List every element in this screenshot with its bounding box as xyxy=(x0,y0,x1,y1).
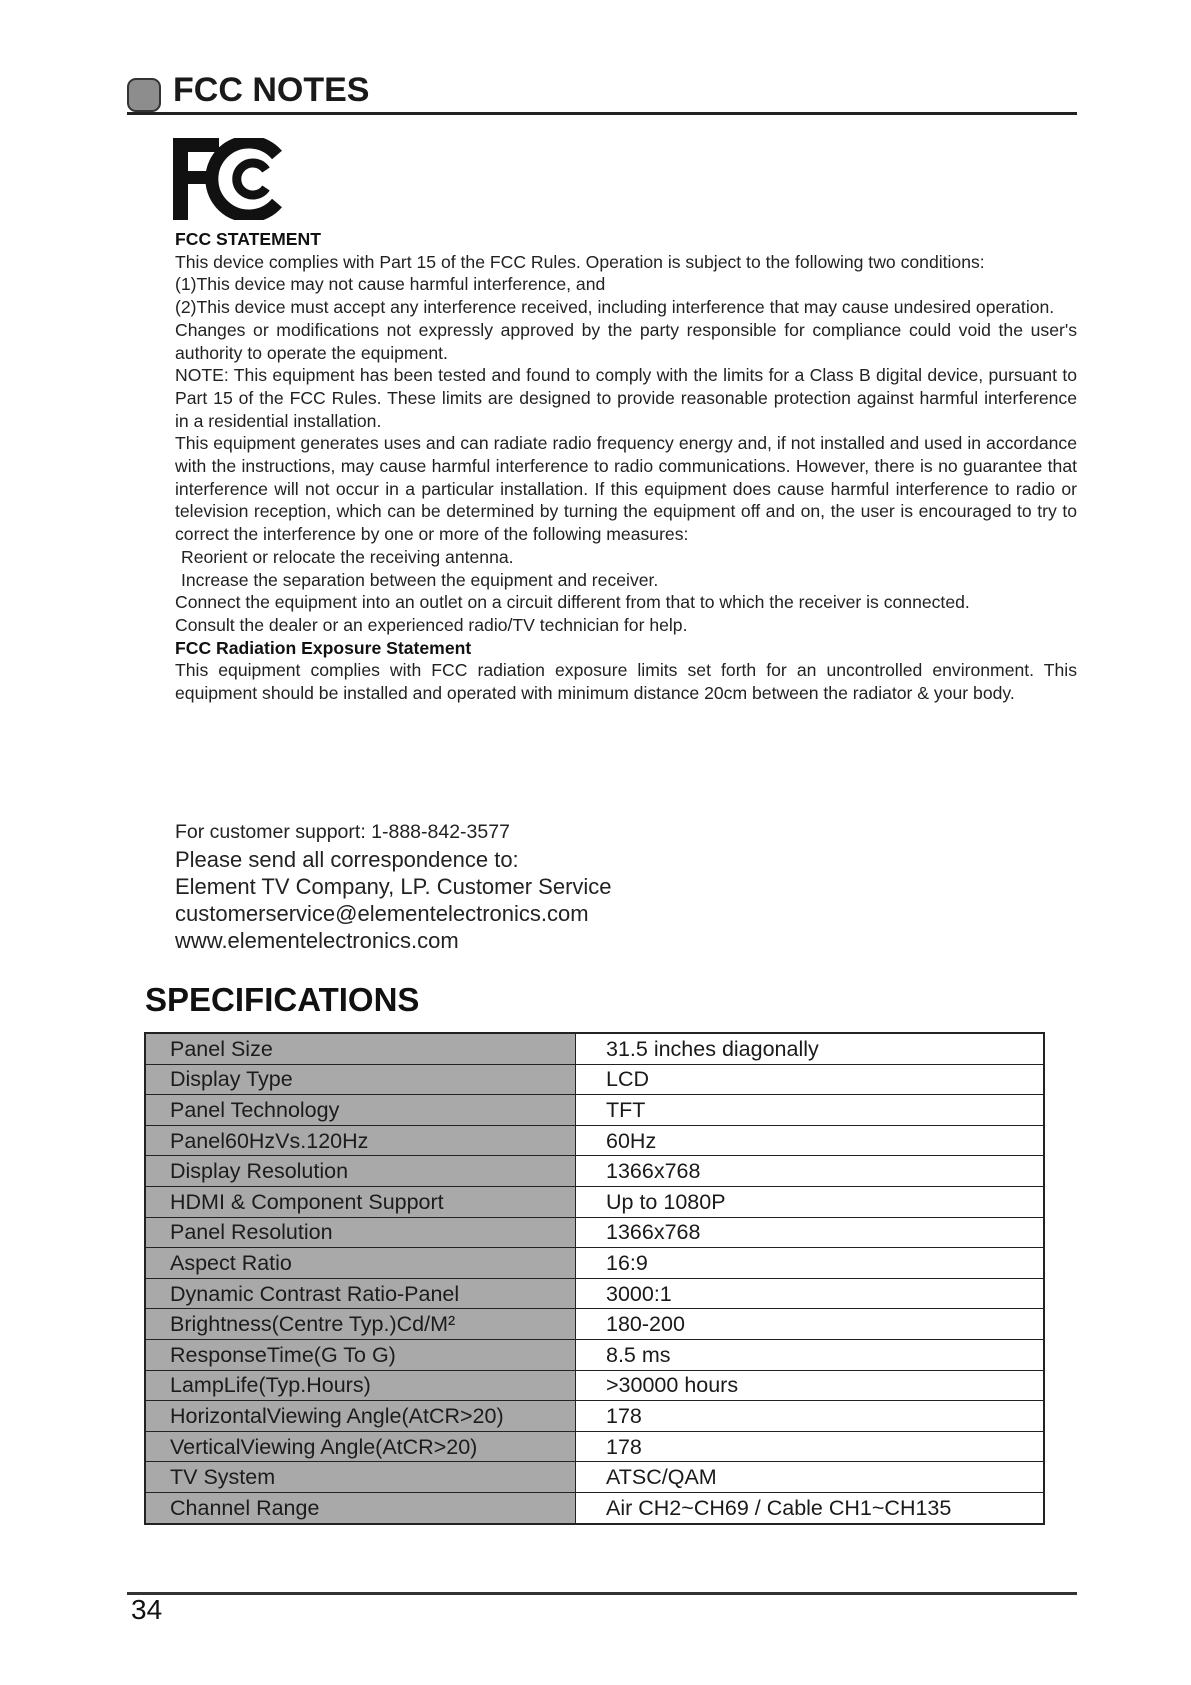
table-row xyxy=(145,1248,1044,1279)
fcc-logo-icon xyxy=(173,138,288,220)
spec-label: Display Type xyxy=(145,1064,576,1095)
fcc-paragraph: This device complies with Part 15 of the FCC Rules. Operation is subject to the following two conditions: xyxy=(175,251,985,272)
spec-value: 60Hz xyxy=(576,1125,1045,1156)
fcc-statement-body xyxy=(175,228,1077,705)
correspondence-note: Please send all correspondence to: xyxy=(175,847,519,872)
table-row xyxy=(145,1462,1044,1493)
spec-value: 16:9 xyxy=(576,1248,1045,1279)
spec-value: Up to 1080P xyxy=(576,1186,1045,1217)
table-row xyxy=(145,1186,1044,1217)
table-row xyxy=(145,1217,1044,1248)
spec-value: 180-200 xyxy=(576,1309,1045,1340)
spec-value: LCD xyxy=(576,1064,1045,1095)
spec-label: LampLife(Typ.Hours) xyxy=(145,1370,576,1401)
spec-value: 31.5 inches diagonally xyxy=(576,1033,1045,1064)
spec-value: ATSC/QAM xyxy=(576,1462,1045,1493)
support-phone: For customer support: 1-888-842-3577 xyxy=(175,821,510,843)
spec-label: Panel60HzVs.120Hz xyxy=(145,1125,576,1156)
fcc-title: FCC NOTES xyxy=(173,71,370,109)
customer-contact xyxy=(175,819,875,954)
table-row xyxy=(145,1309,1044,1340)
spec-value: 178 xyxy=(576,1401,1045,1432)
fcc-radiation-heading: FCC Radiation Exposure Statement xyxy=(175,637,472,658)
spec-value: Air CH2~CH69 / Cable CH1~CH135 xyxy=(576,1492,1045,1523)
table-row xyxy=(145,1156,1044,1187)
fcc-paragraph: Changes or modifications not expressly approved by the party responsible for compliance could void the user's authority to operate the equipment. xyxy=(175,319,1077,363)
table-row xyxy=(145,1095,1044,1126)
fcc-measure: Increase the separation between the equipment and receiver. xyxy=(181,569,659,590)
website: www.elementelectronics.com xyxy=(175,928,459,953)
fcc-paragraph: NOTE: This equipment has been tested and found to comply with the limits for a Class B digital device, pursuant to Part 15 of the FCC Rules. These limits are designed to provide reasonable protection against harmful interference in a residential installation. xyxy=(175,365,1077,431)
spec-label: ResponseTime(G To G) xyxy=(145,1339,576,1370)
footer-divider xyxy=(127,1592,1077,1595)
spec-label: TV System xyxy=(145,1462,576,1493)
fcc-statement-heading: FCC STATEMENT xyxy=(175,229,321,249)
spec-label: HorizontalViewing Angle(AtCR>20) xyxy=(145,1401,576,1432)
spec-label: Channel Range xyxy=(145,1492,576,1523)
fcc-measure: Consult the dealer or an experienced radio/TV technician for help. xyxy=(175,614,688,635)
table-row xyxy=(145,1492,1044,1523)
table-row xyxy=(145,1401,1044,1432)
fcc-section-header xyxy=(127,70,1077,115)
spec-label: Display Resolution xyxy=(145,1156,576,1187)
spec-label: VerticalViewing Angle(AtCR>20) xyxy=(145,1431,576,1462)
fcc-measure: Connect the equipment into an outlet on a circuit different from that to which the receiver is connected. xyxy=(175,592,970,613)
spec-label: Panel Size xyxy=(145,1033,576,1064)
spec-label: Panel Technology xyxy=(145,1095,576,1126)
table-row xyxy=(145,1370,1044,1401)
specifications-title: SPECIFICATIONS xyxy=(145,981,420,1018)
spec-value: 8.5 ms xyxy=(576,1339,1045,1370)
company-name: Element TV Company, LP. Customer Service xyxy=(175,874,612,899)
spec-label: Dynamic Contrast Ratio-Panel xyxy=(145,1278,576,1309)
table-row xyxy=(145,1033,1044,1064)
page-number: 34 xyxy=(131,1594,163,1625)
table-row xyxy=(145,1278,1044,1309)
spec-value: 178 xyxy=(576,1431,1045,1462)
spec-label: Panel Resolution xyxy=(145,1217,576,1248)
spec-value: 3000:1 xyxy=(576,1278,1045,1309)
spec-label: HDMI & Component Support xyxy=(145,1186,576,1217)
spec-value: 1366x768 xyxy=(576,1217,1045,1248)
support-email: customerservice@elementelectronics.com xyxy=(175,901,589,926)
table-row xyxy=(145,1431,1044,1462)
spec-value: TFT xyxy=(576,1095,1045,1126)
table-row xyxy=(145,1339,1044,1370)
table-row xyxy=(145,1125,1044,1156)
specifications-table xyxy=(144,1032,1045,1525)
spec-label: Brightness(Centre Typ.)Cd/M² xyxy=(145,1309,576,1340)
spec-label: Aspect Ratio xyxy=(145,1248,576,1279)
section-bullet-icon xyxy=(127,78,161,112)
spec-value: 1366x768 xyxy=(576,1156,1045,1187)
fcc-paragraph: (1)This device may not cause harmful interference, and xyxy=(175,274,606,295)
fcc-measure: Reorient or relocate the receiving antenna. xyxy=(181,546,514,567)
table-row xyxy=(145,1064,1044,1095)
fcc-paragraph: This equipment generates uses and can radiate radio frequency energy and, if not installed and used in accordance with the instructions, may cause harmful interference to radio communications. However, there is no guarantee that interference will not occur in a particular installation. If this equipment does cause harmful interference to radio or television reception, which can be determined by turning the equipment off and on, the user is encouraged to try to correct the interference by one or more of the following measures: xyxy=(175,433,1077,545)
fcc-paragraph: (2)This device must accept any interference received, including interference that may cause undesired operation. xyxy=(175,297,1055,318)
fcc-radiation-text: This equipment complies with FCC radiation exposure limits set forth for an uncontrolled environment. This equipment should be installed and operated with minimum distance 20cm between the radiator & your body. xyxy=(175,660,1077,704)
spec-value: >30000 hours xyxy=(576,1370,1045,1401)
